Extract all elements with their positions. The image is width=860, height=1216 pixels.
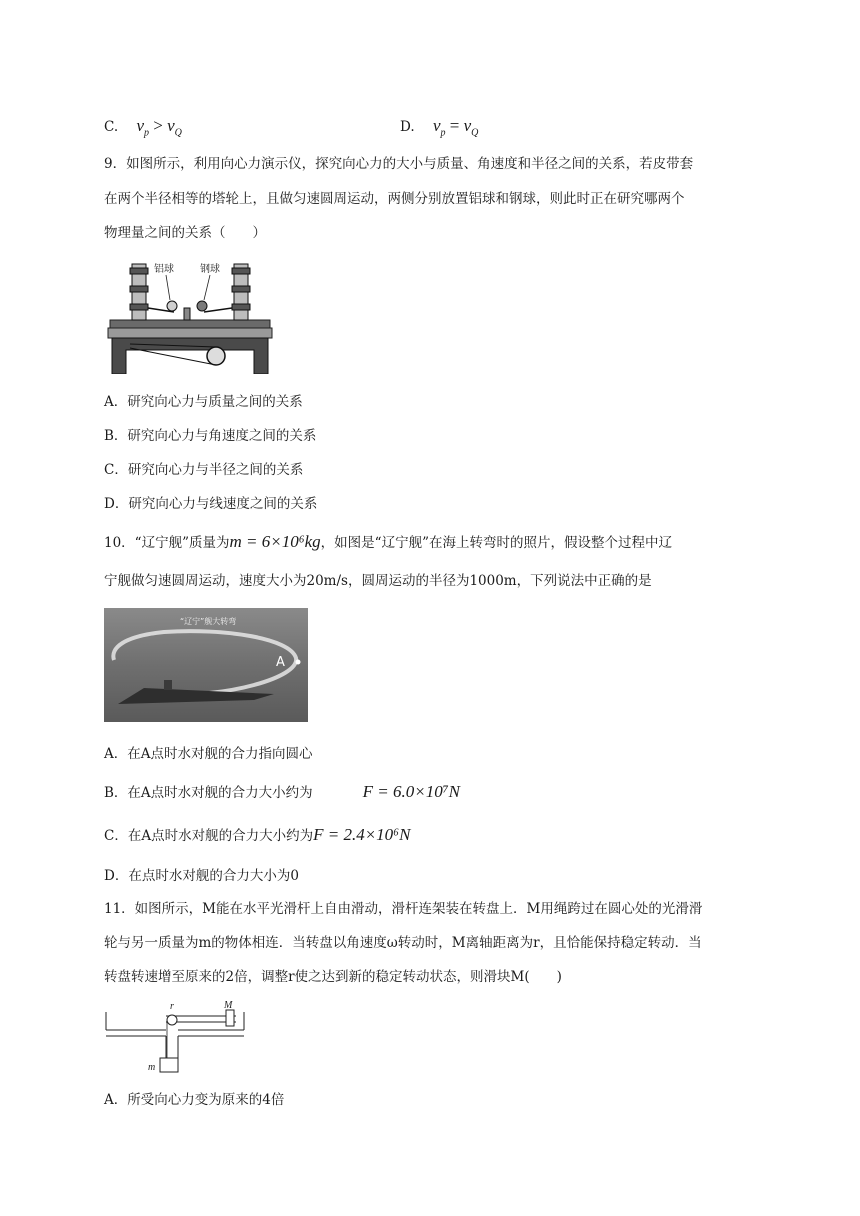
- q10-option-a: A．在A点时水对舰的合力指向圆心: [104, 746, 313, 762]
- mass-formula: m = 6×10⁶kg: [229, 532, 321, 551]
- q9-stem-line1: 9．如图所示，利用向心力演示仪，探究向心力的大小与质量、角速度和半径之间的关系，若皮带套: [104, 156, 694, 172]
- q9-option-d: D．研究向心力与线速度之间的关系: [104, 496, 318, 512]
- label-r: r: [170, 1001, 174, 1012]
- option-letter: D.: [400, 119, 415, 135]
- q9-stem-line2: 在两个半径相等的塔轮上，且做匀速圆周运动，两侧分别放置铝球和钢球，则此时正在研究哪两个: [104, 191, 685, 207]
- formula: $v_p > v_Q$: [136, 116, 182, 139]
- option-letter: C.: [104, 119, 119, 135]
- centripetal-force-apparatus-figure: [104, 258, 276, 374]
- q10-option-d: D．在点时水对舰的合力大小为0: [104, 868, 299, 884]
- label-steel-ball: 钢球: [200, 264, 220, 275]
- q9-option-c: C．研究向心力与半径之间的关系: [104, 462, 304, 478]
- liaoning-carrier-photo: [104, 608, 308, 722]
- q9-stem-line3: 物理量之间的关系（ ）: [104, 225, 266, 241]
- label-M: M: [224, 1000, 233, 1011]
- q10-option-c: C．在A点时水对舰的合力大小约为F = 2.4×10⁶N: [104, 825, 411, 844]
- rotating-disk-slider-figure: [104, 1000, 246, 1076]
- formula: $v_p = v_Q$: [432, 116, 479, 139]
- point-a-label: A: [276, 655, 285, 670]
- q11-option-a: A．所受向心力变为原来的4倍: [104, 1092, 285, 1108]
- q11-stem-line2: 轮与另一质量为m的物体相连．当转盘以角速度ω转动时，M离轴距离为r，且恰能保持稳定转动．当: [104, 935, 702, 951]
- q10-stem-line2: 宁舰做匀速圆周运动，速度大小为20m/s，圆周运动的半径为1000m，下列说法中正确的是: [104, 573, 652, 589]
- photo-caption: “辽宁”舰大转弯: [180, 617, 237, 626]
- q9-option-b: B．研究向心力与角速度之间的关系: [104, 428, 317, 444]
- q11-stem-line3: 转盘转速增至原来的2倍，调整r使之达到新的稳定转动状态，则滑块M( ): [104, 969, 562, 985]
- q8-option-c: [104, 116, 182, 143]
- label-aluminum-ball: 铝球: [154, 264, 174, 275]
- q10-option-b: B．在A点时水对舰的合力大小约为 F = 6.0×10⁷N: [104, 782, 460, 801]
- q8-option-d: [400, 116, 478, 143]
- label-m: m: [148, 1062, 156, 1073]
- q9-option-a: A．研究向心力与质量之间的关系: [104, 394, 303, 410]
- q11-stem-line1: 11．如图所示，M能在水平光滑杆上自由滑动，滑杆连架装在转盘上．M用绳跨过在圆心处的光滑滑: [104, 901, 703, 917]
- q10-stem-line1: 10．“辽宁舰”质量为m = 6×10⁶kg，如图是“辽宁舰”在海上转弯时的照片，假设整个过程中辽: [104, 532, 672, 551]
- force-formula-b: F = 6.0×10⁷N: [362, 782, 460, 801]
- force-formula-c: F = 2.4×10⁶N: [313, 825, 411, 844]
